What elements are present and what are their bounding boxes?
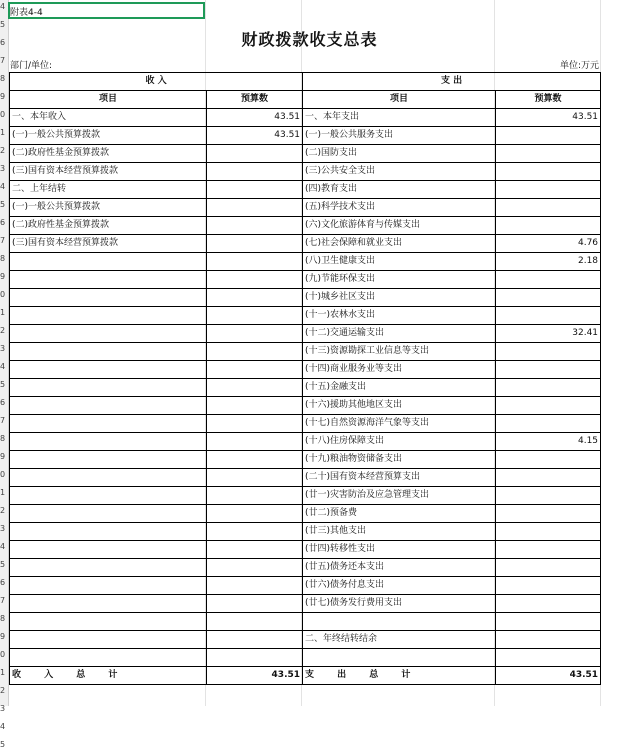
expense-value-cell[interactable]	[496, 415, 601, 433]
row-number[interactable]: 6	[0, 218, 6, 227]
table-row	[10, 343, 601, 361]
row-number[interactable]: 6	[0, 398, 6, 407]
income-value-cell[interactable]	[207, 163, 303, 181]
income-item-cell[interactable]	[10, 307, 207, 325]
income-total-label[interactable]: 收 入 总 计	[10, 667, 207, 685]
row-number[interactable]: 5	[0, 200, 6, 209]
income-section-header[interactable]: 收 入	[10, 73, 303, 91]
income-value-cell[interactable]	[207, 487, 303, 505]
income-item-cell[interactable]: (二)政府性基金预算拨款	[10, 217, 207, 235]
expense-item-cell[interactable]: (廿四)转移性支出	[303, 541, 496, 559]
expense-item-cell[interactable]: 二、年终结转结余	[303, 631, 496, 649]
row-number[interactable]: 2	[0, 146, 6, 155]
income-item-cell[interactable]: (二)政府性基金预算拨款	[10, 145, 207, 163]
income-value-cell[interactable]	[207, 253, 303, 271]
income-value-cell[interactable]	[207, 451, 303, 469]
table-row	[10, 325, 601, 343]
expense-item-cell[interactable]: (三)公共安全支出	[303, 163, 496, 181]
table-row	[10, 397, 601, 415]
income-item-cell[interactable]	[10, 469, 207, 487]
table-row	[10, 649, 601, 667]
expense-item-cell[interactable]: (十九)粮油物资储备支出	[303, 451, 496, 469]
income-value-cell[interactable]	[207, 181, 303, 199]
income-item-cell[interactable]: (三)国有资本经营预算拨款	[10, 163, 207, 181]
table-row	[10, 433, 601, 451]
income-value-cell[interactable]	[207, 577, 303, 595]
row-number[interactable]: 9	[0, 92, 6, 101]
expense-item-cell[interactable]: (六)文化旅游体育与传媒支出	[303, 217, 496, 235]
row-number[interactable]: 5	[0, 380, 6, 389]
expense-item-cell[interactable]: (十)城乡社区支出	[303, 289, 496, 307]
row-number[interactable]: 9	[0, 452, 6, 461]
table-row	[10, 487, 601, 505]
row-number[interactable]: 7	[0, 416, 6, 425]
expense-item-cell[interactable]	[303, 613, 496, 631]
row-number[interactable]: 7	[0, 236, 6, 245]
row-number[interactable]: 4	[0, 362, 6, 371]
table-row	[10, 163, 601, 181]
table-row	[10, 613, 601, 631]
income-item-cell[interactable]	[10, 649, 207, 667]
income-value-cell[interactable]	[207, 631, 303, 649]
row-number[interactable]: 1	[0, 488, 6, 497]
expense-item-cell[interactable]: (十六)援助其他地区支出	[303, 397, 496, 415]
income-value-cell[interactable]	[207, 235, 303, 253]
income-value-cell[interactable]	[207, 307, 303, 325]
expense-value-cell[interactable]	[496, 523, 601, 541]
table-row	[10, 217, 601, 235]
expense-value-cell[interactable]	[496, 595, 601, 613]
expense-value-cell[interactable]: 43.51	[496, 109, 601, 127]
expense-item-cell[interactable]: (十五)金融支出	[303, 379, 496, 397]
row-number[interactable]: 7	[0, 56, 6, 65]
expense-value-cell[interactable]	[496, 361, 601, 379]
income-item-cell[interactable]	[10, 415, 207, 433]
table-row	[10, 235, 601, 253]
income-item-cell[interactable]	[10, 523, 207, 541]
expense-item-cell[interactable]: (十八)住房保障支出	[303, 433, 496, 451]
expense-item-cell[interactable]: (十二)交通运输支出	[303, 325, 496, 343]
income-item-cell[interactable]: 二、上年结转	[10, 181, 207, 199]
row-number[interactable]: 9	[0, 632, 6, 641]
expense-value-cell[interactable]	[496, 649, 601, 667]
income-value-cell[interactable]	[207, 397, 303, 415]
income-value-cell[interactable]	[207, 613, 303, 631]
income-item-header[interactable]: 项目	[10, 91, 207, 109]
income-item-cell[interactable]	[10, 541, 207, 559]
row-number[interactable]: 3	[0, 344, 6, 353]
income-item-cell[interactable]: 一、本年收入	[10, 109, 207, 127]
income-item-cell[interactable]	[10, 379, 207, 397]
income-item-cell[interactable]	[10, 613, 207, 631]
expense-item-cell[interactable]: (廿三)其他支出	[303, 523, 496, 541]
income-item-cell[interactable]	[10, 289, 207, 307]
expense-total-label[interactable]: 支 出 总 计	[303, 667, 496, 685]
income-item-cell[interactable]	[10, 325, 207, 343]
income-value-cell[interactable]: 43.51	[207, 109, 303, 127]
expense-value-cell[interactable]: 4.76	[496, 235, 601, 253]
income-value-cell[interactable]	[207, 559, 303, 577]
income-item-cell[interactable]	[10, 343, 207, 361]
expense-item-cell[interactable]: 一、本年支出	[303, 109, 496, 127]
table-row	[10, 595, 601, 613]
expense-value-cell[interactable]	[496, 343, 601, 361]
row-number[interactable]: 8	[0, 434, 6, 443]
income-value-cell[interactable]	[207, 541, 303, 559]
expense-item-cell[interactable]: (廿七)债务发行费用支出	[303, 595, 496, 613]
table-row	[10, 451, 601, 469]
expense-item-cell[interactable]: (十四)商业服务业等支出	[303, 361, 496, 379]
sheet-title[interactable]: 财政拨款收支总表	[241, 30, 378, 49]
expense-value-cell[interactable]	[496, 127, 601, 145]
expense-value-cell[interactable]	[496, 379, 601, 397]
expense-item-cell[interactable]: (五)科学技术支出	[303, 199, 496, 217]
expense-value-cell[interactable]	[496, 631, 601, 649]
expense-value-cell[interactable]	[496, 181, 601, 199]
income-value-cell[interactable]	[207, 145, 303, 163]
row-number[interactable]: 8	[0, 74, 6, 83]
income-value-cell[interactable]	[207, 289, 303, 307]
income-value-cell[interactable]	[207, 361, 303, 379]
expense-item-cell[interactable]: (十一)农林水支出	[303, 307, 496, 325]
expense-value-cell[interactable]: 2.18	[496, 253, 601, 271]
expense-item-cell[interactable]: (廿六)债务付息支出	[303, 577, 496, 595]
totals-row	[10, 667, 601, 685]
expense-item-cell[interactable]: (十三)资源勘探工业信息等支出	[303, 343, 496, 361]
income-value-cell[interactable]	[207, 343, 303, 361]
department-label[interactable]: 部门/单位:	[10, 61, 53, 71]
expense-value-cell[interactable]	[496, 577, 601, 595]
expense-item-cell[interactable]: (一)一般公共服务支出	[303, 127, 496, 145]
income-value-cell[interactable]	[207, 217, 303, 235]
row-number[interactable]: 4	[0, 542, 6, 551]
row-number[interactable]: 0	[0, 470, 6, 479]
row-number[interactable]: 2	[0, 326, 6, 335]
income-value-cell[interactable]	[207, 649, 303, 667]
expense-value-cell[interactable]	[496, 271, 601, 289]
income-total-value[interactable]: 43.51	[207, 667, 303, 685]
expense-value-cell[interactable]	[496, 217, 601, 235]
expense-item-cell[interactable]: (廿五)债务还本支出	[303, 559, 496, 577]
table-row	[10, 361, 601, 379]
expense-value-cell[interactable]	[496, 451, 601, 469]
row-number[interactable]: 6	[0, 578, 6, 587]
row-number[interactable]: 0	[0, 290, 6, 299]
expense-item-cell[interactable]: (廿二)预备费	[303, 505, 496, 523]
income-item-cell[interactable]: (一)一般公共预算拨款	[10, 127, 207, 145]
income-value-cell[interactable]	[207, 271, 303, 289]
expense-item-cell[interactable]: (七)社会保障和就业支出	[303, 235, 496, 253]
income-budget-header[interactable]: 预算数	[207, 91, 303, 109]
income-item-cell[interactable]	[10, 559, 207, 577]
row-number[interactable]: 4	[0, 722, 6, 731]
income-item-cell[interactable]	[10, 361, 207, 379]
table-row	[10, 559, 601, 577]
expense-value-cell[interactable]	[496, 613, 601, 631]
row-number[interactable]: 5	[0, 740, 6, 749]
row-number[interactable]: 0	[0, 650, 6, 659]
row-number[interactable]: 8	[0, 614, 6, 623]
table-row	[10, 523, 601, 541]
row-number[interactable]: 2	[0, 506, 6, 515]
table-row	[10, 181, 601, 199]
row-number[interactable]: 3	[0, 524, 6, 533]
expense-item-cell[interactable]: (二)国防支出	[303, 145, 496, 163]
expense-value-cell[interactable]	[496, 541, 601, 559]
expense-value-cell[interactable]: 4.15	[496, 433, 601, 451]
income-item-cell[interactable]: (一)一般公共预算拨款	[10, 199, 207, 217]
expense-value-cell[interactable]	[496, 199, 601, 217]
income-item-cell[interactable]	[10, 253, 207, 271]
table-row	[10, 199, 601, 217]
income-value-cell[interactable]	[207, 433, 303, 451]
table-row	[10, 577, 601, 595]
table-row	[10, 271, 601, 289]
expense-item-header[interactable]: 项目	[303, 91, 496, 109]
table-row	[10, 289, 601, 307]
expense-item-cell[interactable]	[303, 649, 496, 667]
expense-total-value[interactable]: 43.51	[496, 667, 601, 685]
expense-item-cell[interactable]: (十七)自然资源海洋气象等支出	[303, 415, 496, 433]
row-number[interactable]: 1	[0, 128, 6, 137]
expense-value-cell[interactable]: 32.41	[496, 325, 601, 343]
income-item-cell[interactable]	[10, 487, 207, 505]
expense-value-cell[interactable]	[496, 289, 601, 307]
income-item-cell[interactable]	[10, 505, 207, 523]
table-row	[10, 307, 601, 325]
income-item-cell[interactable]	[10, 595, 207, 613]
table-row	[10, 631, 601, 649]
row-number[interactable]: 2	[0, 686, 6, 695]
table-body	[10, 109, 601, 667]
income-value-cell[interactable]	[207, 199, 303, 217]
expense-value-cell[interactable]	[496, 559, 601, 577]
expense-value-cell[interactable]	[496, 397, 601, 415]
income-value-cell[interactable]	[207, 379, 303, 397]
row-number[interactable]: 8	[0, 254, 6, 263]
row-number[interactable]: 0	[0, 110, 6, 119]
expense-item-cell[interactable]: (二十)国有资本经营预算支出	[303, 469, 496, 487]
row-number[interactable]: 4	[0, 182, 6, 191]
expense-item-cell[interactable]: (九)节能环保支出	[303, 271, 496, 289]
row-number[interactable]: 6	[0, 38, 6, 47]
table-row	[10, 145, 601, 163]
income-value-cell[interactable]	[207, 595, 303, 613]
income-item-cell[interactable]: (三)国有资本经营预算拨款	[10, 235, 207, 253]
expense-value-cell[interactable]	[496, 469, 601, 487]
table-row	[10, 127, 601, 145]
table-row	[10, 379, 601, 397]
income-value-cell[interactable]	[207, 523, 303, 541]
row-number[interactable]: 1	[0, 668, 6, 677]
income-item-cell[interactable]	[10, 397, 207, 415]
expense-item-cell[interactable]: (四)教育支出	[303, 181, 496, 199]
annex-label[interactable]: 附表4-4	[10, 8, 43, 18]
row-number[interactable]: 3	[0, 704, 6, 713]
expense-value-cell[interactable]	[496, 505, 601, 523]
row-number[interactable]: 9	[0, 272, 6, 281]
table-row	[10, 109, 601, 127]
income-item-cell[interactable]	[10, 577, 207, 595]
table-row	[10, 253, 601, 271]
row-number[interactable]: 3	[0, 164, 6, 173]
income-value-cell[interactable]	[207, 415, 303, 433]
expense-item-cell[interactable]: (廿一)灾害防治及应急管理支出	[303, 487, 496, 505]
income-item-cell[interactable]	[10, 631, 207, 649]
row-number[interactable]: 5	[0, 560, 6, 569]
row-number[interactable]: 7	[0, 596, 6, 605]
income-item-cell[interactable]	[10, 433, 207, 451]
income-value-cell[interactable]	[207, 505, 303, 523]
income-item-cell[interactable]	[10, 271, 207, 289]
expense-value-cell[interactable]	[496, 307, 601, 325]
table-row	[10, 415, 601, 433]
row-number[interactable]: 4	[0, 2, 6, 11]
row-number[interactable]: 5	[0, 20, 6, 29]
income-value-cell[interactable]	[207, 469, 303, 487]
table-row	[10, 541, 601, 559]
income-value-cell[interactable]: 43.51	[207, 127, 303, 145]
expense-budget-header[interactable]: 预算数	[496, 91, 601, 109]
budget-table	[9, 72, 601, 685]
table-row	[10, 505, 601, 523]
expense-item-cell[interactable]: (八)卫生健康支出	[303, 253, 496, 271]
row-number[interactable]: 1	[0, 308, 6, 317]
income-value-cell[interactable]	[207, 325, 303, 343]
unit-label[interactable]: 单位:万元	[559, 61, 599, 71]
expense-section-header[interactable]: 支 出	[303, 73, 601, 91]
expense-value-cell[interactable]	[496, 487, 601, 505]
expense-value-cell[interactable]	[496, 163, 601, 181]
table-row	[10, 469, 601, 487]
expense-value-cell[interactable]	[496, 145, 601, 163]
income-item-cell[interactable]	[10, 451, 207, 469]
